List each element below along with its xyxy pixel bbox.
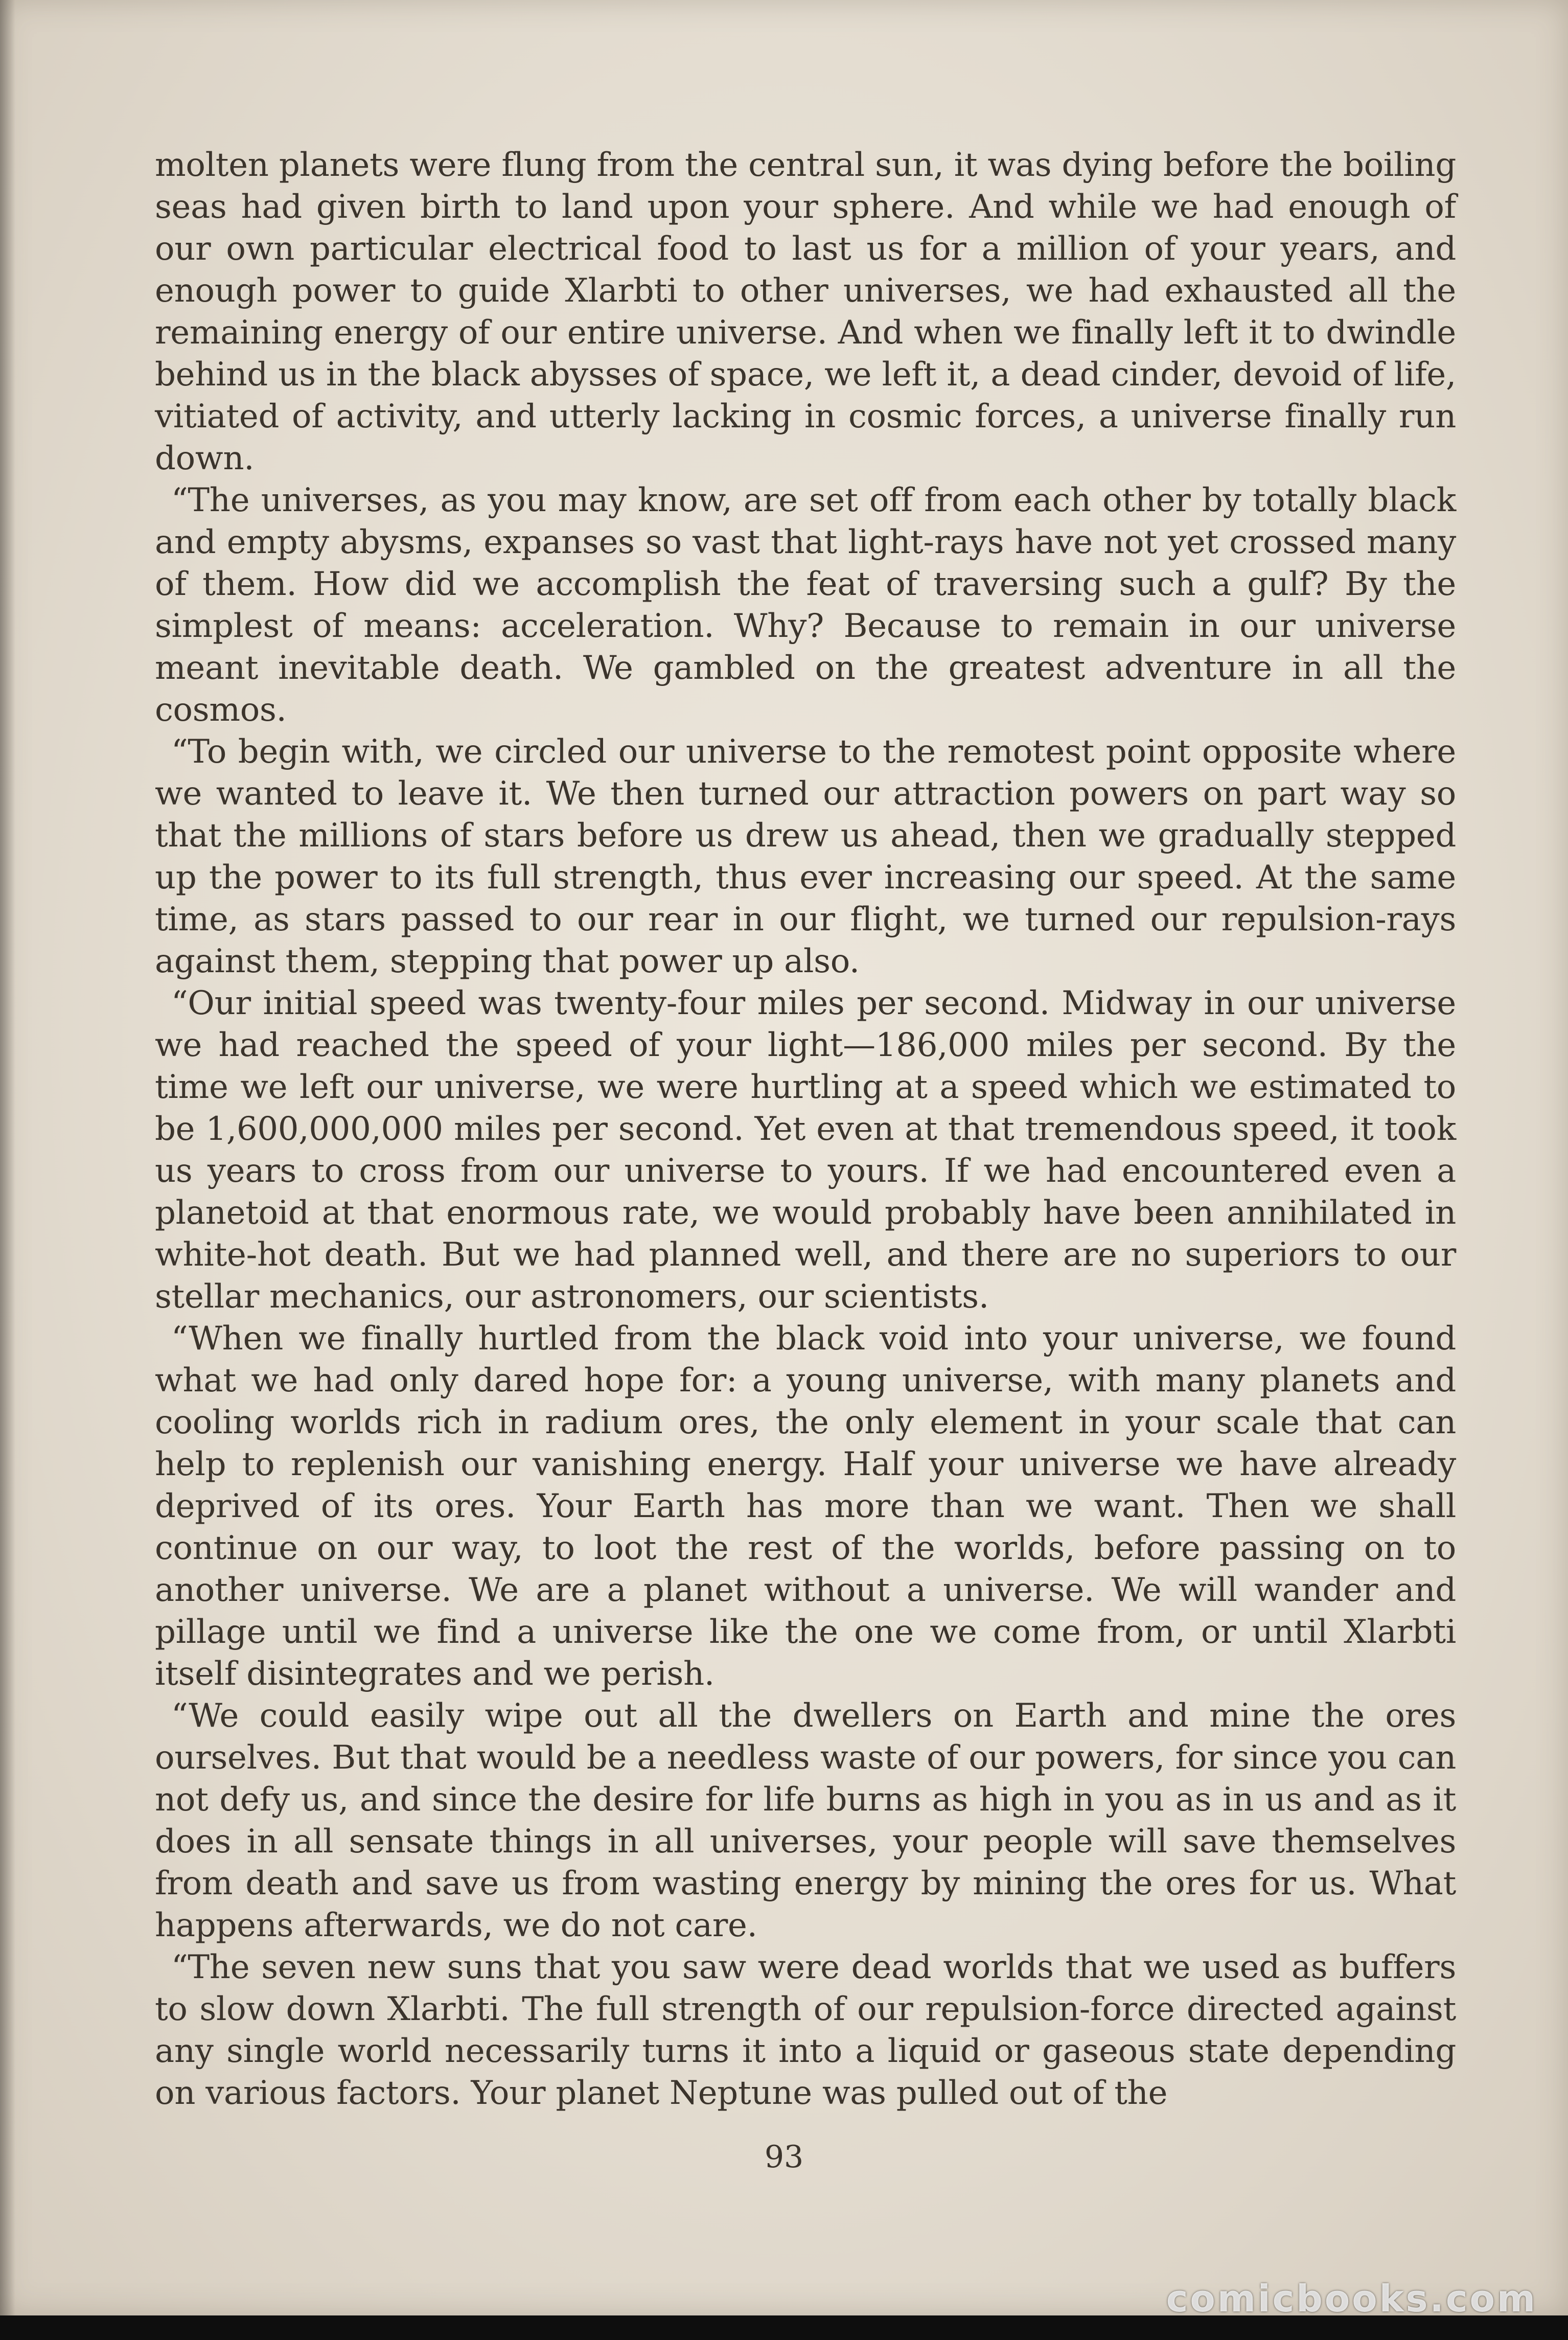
watermark: comicbooks.com: [1166, 2277, 1537, 2320]
page-number: 93: [764, 2139, 804, 2175]
paragraph-3: “To begin with, we circled our universe to the remotest point opposite where we wanted to leave it. We then turned our attraction powers on part way so that the millions of stars before us drew us ahead, then we gradually stepped up the power to its full strength, thus ever increasing our speed. At the same time, as stars passed to our rear in our flight, we turned our repulsion-rays against them, stepping that power up also.: [155, 733, 1456, 980]
paragraph-4: “Our initial speed was twenty-four miles per second. Midway in our universe we had reached the speed of your light—186,000 miles per second. By the time we left our universe, we were hurtling at a speed which we estimated to be 1,600,000,000 miles per second. Yet even at that tremendous speed, it took us years to cross from our universe to yours. If we had encountered even a planetoid at that enormous rate, we would probably have been annihilated in white-hot death. But we had planned well, and there are no superiors to our stellar mechanics, our astronomers, our scientists.: [155, 984, 1456, 1316]
paragraph-1: molten planets were flung from the central sun, it was dying before the boiling seas had given birth to land upon your sphere. And while we had enough of our own particular electrical food to last us for a million of your years, and enough power to guide Xlarbti to other universes, we had exhausted all the remaining energy of our entire universe. And when we finally left it to dwindle behind us in the black abysses of space, we left it, a dead cinder, devoid of life, vitiated of activity, and utterly lacking in cosmic forces, a universe finally run down.: [155, 146, 1456, 477]
paragraph-5: “When we finally hurtled from the black void into your universe, we found what we had only dared hope for: a young universe, with many planets and cooling worlds rich in radium ores, the only element in your scale that can help to replenish our vanishing energy. Half your universe we have already deprived of its ores. Your Earth has more than we want. Then we shall continue on our way, to loot the rest of the worlds, before passing on to another universe. We are a planet without a universe. We will wander and pillage until we find a universe like the one we come from, or until Xlarbti itself disintegrates and we perish.: [155, 1320, 1456, 1693]
paragraph-7: “The seven new suns that you saw were dead worlds that we used as buffers to slow down Xlarbti. The full strength of our repulsion-force directed against any single world necessarily turns it into a liquid or gaseous state depending on various factors. Your planet Neptune was pulled out of the: [155, 1948, 1456, 2112]
paragraph-2: “The universes, as you may know, are set off from each other by totally black and empty abysms, expanses so vast that light-rays have not yet crossed many of them. How did we accomplish the feat of traversing such a gulf? By the simplest of means: acceleration. Why? Because to remain in our universe meant inevitable death. We gambled on the greatest adventure in all the cosmos.: [155, 481, 1456, 729]
body-text: [155, 144, 1456, 2114]
paragraph-6: “We could easily wipe out all the dwellers on Earth and mine the ores ourselves. But that would be a needless waste of our powers, for since you can not defy us, and since the desire for life burns as high in you as in us and as it does in all sensate things in all universes, your people will save themselves from death and save us from wasting energy by mining the ores for us. What happens afterwards, we do not care.: [155, 1697, 1456, 1944]
